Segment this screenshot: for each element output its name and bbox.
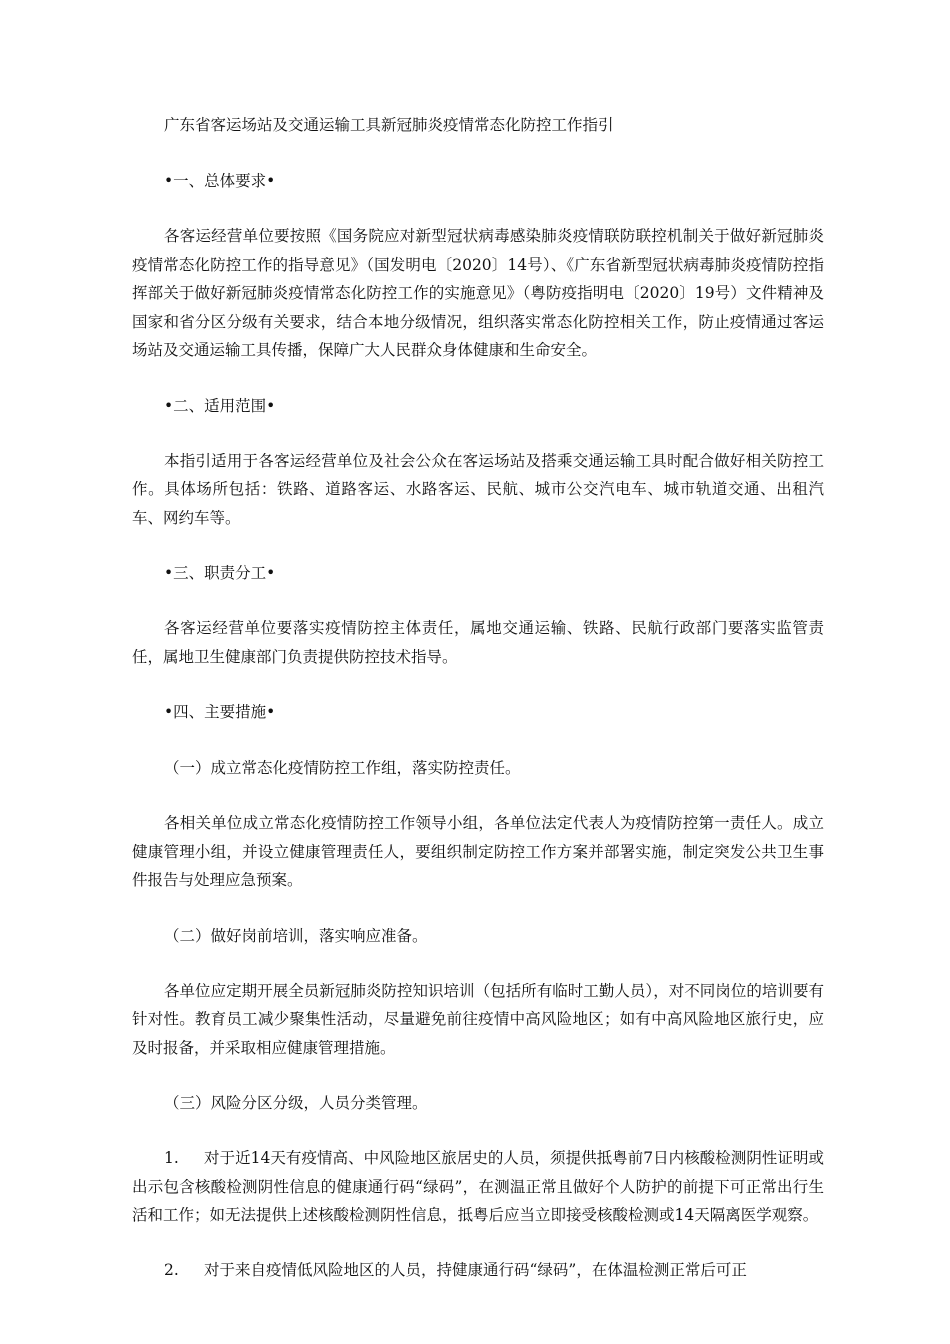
section-heading-general-requirements: •一、总体要求• xyxy=(164,172,276,190)
paragraph-training: 各单位应定期开展全员新冠肺炎防控知识培训（包括所有临时工勤人员），对不同岗位的培训要有针对性。教育员工减少聚集性活动，尽量避免前往疫情中高风险地区；如有中高风险地区旅行史，应及时报备，并采取相应健康管理措施。 xyxy=(132,981,824,1057)
list-item-low-risk xyxy=(132,1256,824,1285)
paragraph-working-group: 各相关单位成立常态化疫情防控工作领导小组，各单位法定代表人为疫情防控第一责任人。成立健康管理小组，并设立健康管理责任人，要组织制定防控工作方案并部署实施，制定突发公共卫生事件报告与处理应急预案。 xyxy=(132,814,824,889)
list-item-text: 对于来自疫情低风险地区的人员，持健康通行码“绿码”，在体温检测正常后可正 xyxy=(204,1260,747,1279)
subheading-training: （二）做好岗前培训，落实响应准备。 xyxy=(164,926,428,945)
list-item-high-risk xyxy=(132,1144,824,1230)
subheading-working-group: （一）成立常态化疫情防控工作组，落实防控责任。 xyxy=(164,759,521,777)
paragraph-scope: 本指引适用于各客运经营单位及社会公众在客运场站及搭乘交通运输工具时配合做好相关防控工作。具体场所包括：铁路、道路客运、水路客运、民航、城市公交汽电车、城市轨道交通、出租汽车、网约车等。 xyxy=(132,451,824,527)
list-item-number: 2. xyxy=(164,1260,179,1279)
list-item-number: 1. xyxy=(164,1149,179,1167)
section-heading-main-measures: •四、主要措施• xyxy=(164,703,276,721)
document-title: 广东省客运场站及交通运输工具新冠肺炎疫情常态化防控工作指引 xyxy=(164,116,614,134)
subheading-risk-levels: （三）风险分区分级，人员分类管理。 xyxy=(164,1094,428,1112)
document-page xyxy=(132,110,824,1310)
list-item-text: 对于近14天有疫情高、中风险地区旅居史的人员，须提供抵粤前7日内核酸检测阴性证明或出示包含核酸检测阴性信息的健康通行码“绿码”，在测温正常且做好个人防护的前提下可正常出行生活和工作；如无法提供上述核酸检测阴性信息，抵粤后应当立即接受核酸检测或14天隔离医学观察。 xyxy=(132,1149,824,1224)
section-heading-responsibilities: •三、职责分工• xyxy=(164,564,276,582)
section-heading-scope: •二、适用范围• xyxy=(164,396,276,415)
paragraph-responsibilities: 各客运经营单位要落实疫情防控主体责任，属地交通运输、铁路、民航行政部门要落实监管责任，属地卫生健康部门负责提供防控技术指导。 xyxy=(132,619,824,666)
paragraph-general-requirements: 各客运经营单位要按照《国务院应对新型冠状病毒感染肺炎疫情联防联控机制关于做好新冠肺炎疫情常态化防控工作的指导意见》（国发明电〔2020〕14号）、《广东省新型冠状病毒肺炎疫情防控指挥部关于做好新冠肺炎疫情常态化防控工作的实施意见》（粤防疫指明电〔2020〕19号）文件精神及国家和省分区分级有关要求，结合本地分级情况，组织落实常态化防控相关工作，防止疫情通过客运场站及交通运输工具传播，保障广大人民群众身体健康和生命安全。 xyxy=(132,227,824,359)
